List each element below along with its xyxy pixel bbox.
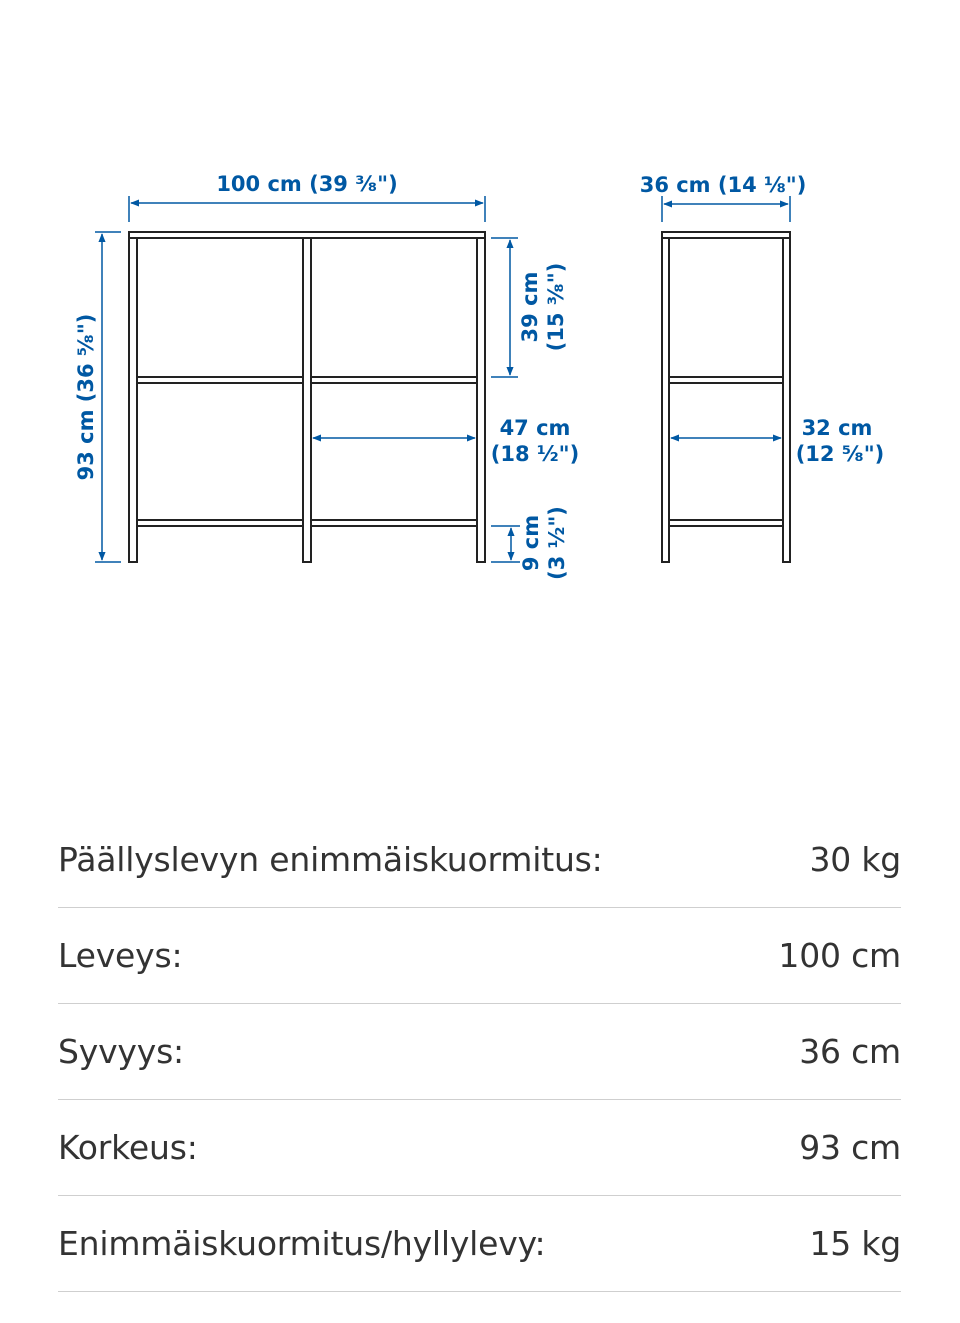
spec-row-width bbox=[58, 908, 901, 1004]
side-inner-depth-label-imperial: (12 ⁵⁄₈") bbox=[795, 442, 885, 466]
dimension-lines bbox=[95, 196, 790, 562]
side-inner-depth-label: 32 cm bbox=[801, 416, 873, 440]
side-depth-label: 36 cm (14 ⅛") bbox=[639, 173, 807, 197]
shelf-gap-label: 39 cm bbox=[518, 271, 542, 343]
spec-label: Korkeus: bbox=[58, 1128, 198, 1167]
front-width-label: 100 cm (39 ³⁄₈") bbox=[216, 172, 398, 196]
spec-value: 30 kg bbox=[809, 840, 901, 879]
shelf-gap-label-imperial: (15 ³⁄₈") bbox=[544, 262, 568, 352]
clearance-label-imperial: (3 ½") bbox=[545, 506, 569, 580]
spec-row-top-load bbox=[58, 812, 901, 908]
spec-label: Enimmäiskuormitus/hyllylevy: bbox=[58, 1224, 546, 1263]
spec-row-shelf-load bbox=[58, 1196, 901, 1292]
spec-value: 93 cm bbox=[799, 1128, 901, 1167]
spec-value: 36 cm bbox=[799, 1032, 901, 1071]
front-height-label: 93 cm (36 ⁵⁄₈") bbox=[74, 313, 98, 481]
spec-label: Päällyslevyn enimmäiskuormitus: bbox=[58, 840, 603, 879]
spec-row-height bbox=[58, 1100, 901, 1196]
specifications-table bbox=[58, 812, 901, 1292]
spec-value: 15 kg bbox=[809, 1224, 901, 1263]
dimension-diagram bbox=[0, 0, 960, 640]
spec-value: 100 cm bbox=[778, 936, 901, 975]
spec-label: Syvyys: bbox=[58, 1032, 184, 1071]
compartment-width-label: 47 cm bbox=[499, 416, 571, 440]
spec-label: Leveys: bbox=[58, 936, 183, 975]
side-view-frame bbox=[662, 232, 790, 562]
front-view-frame bbox=[129, 232, 485, 562]
compartment-width-label-imperial: (18 ½") bbox=[490, 442, 580, 466]
spec-row-depth bbox=[58, 1004, 901, 1100]
clearance-label: 9 cm bbox=[519, 514, 543, 572]
